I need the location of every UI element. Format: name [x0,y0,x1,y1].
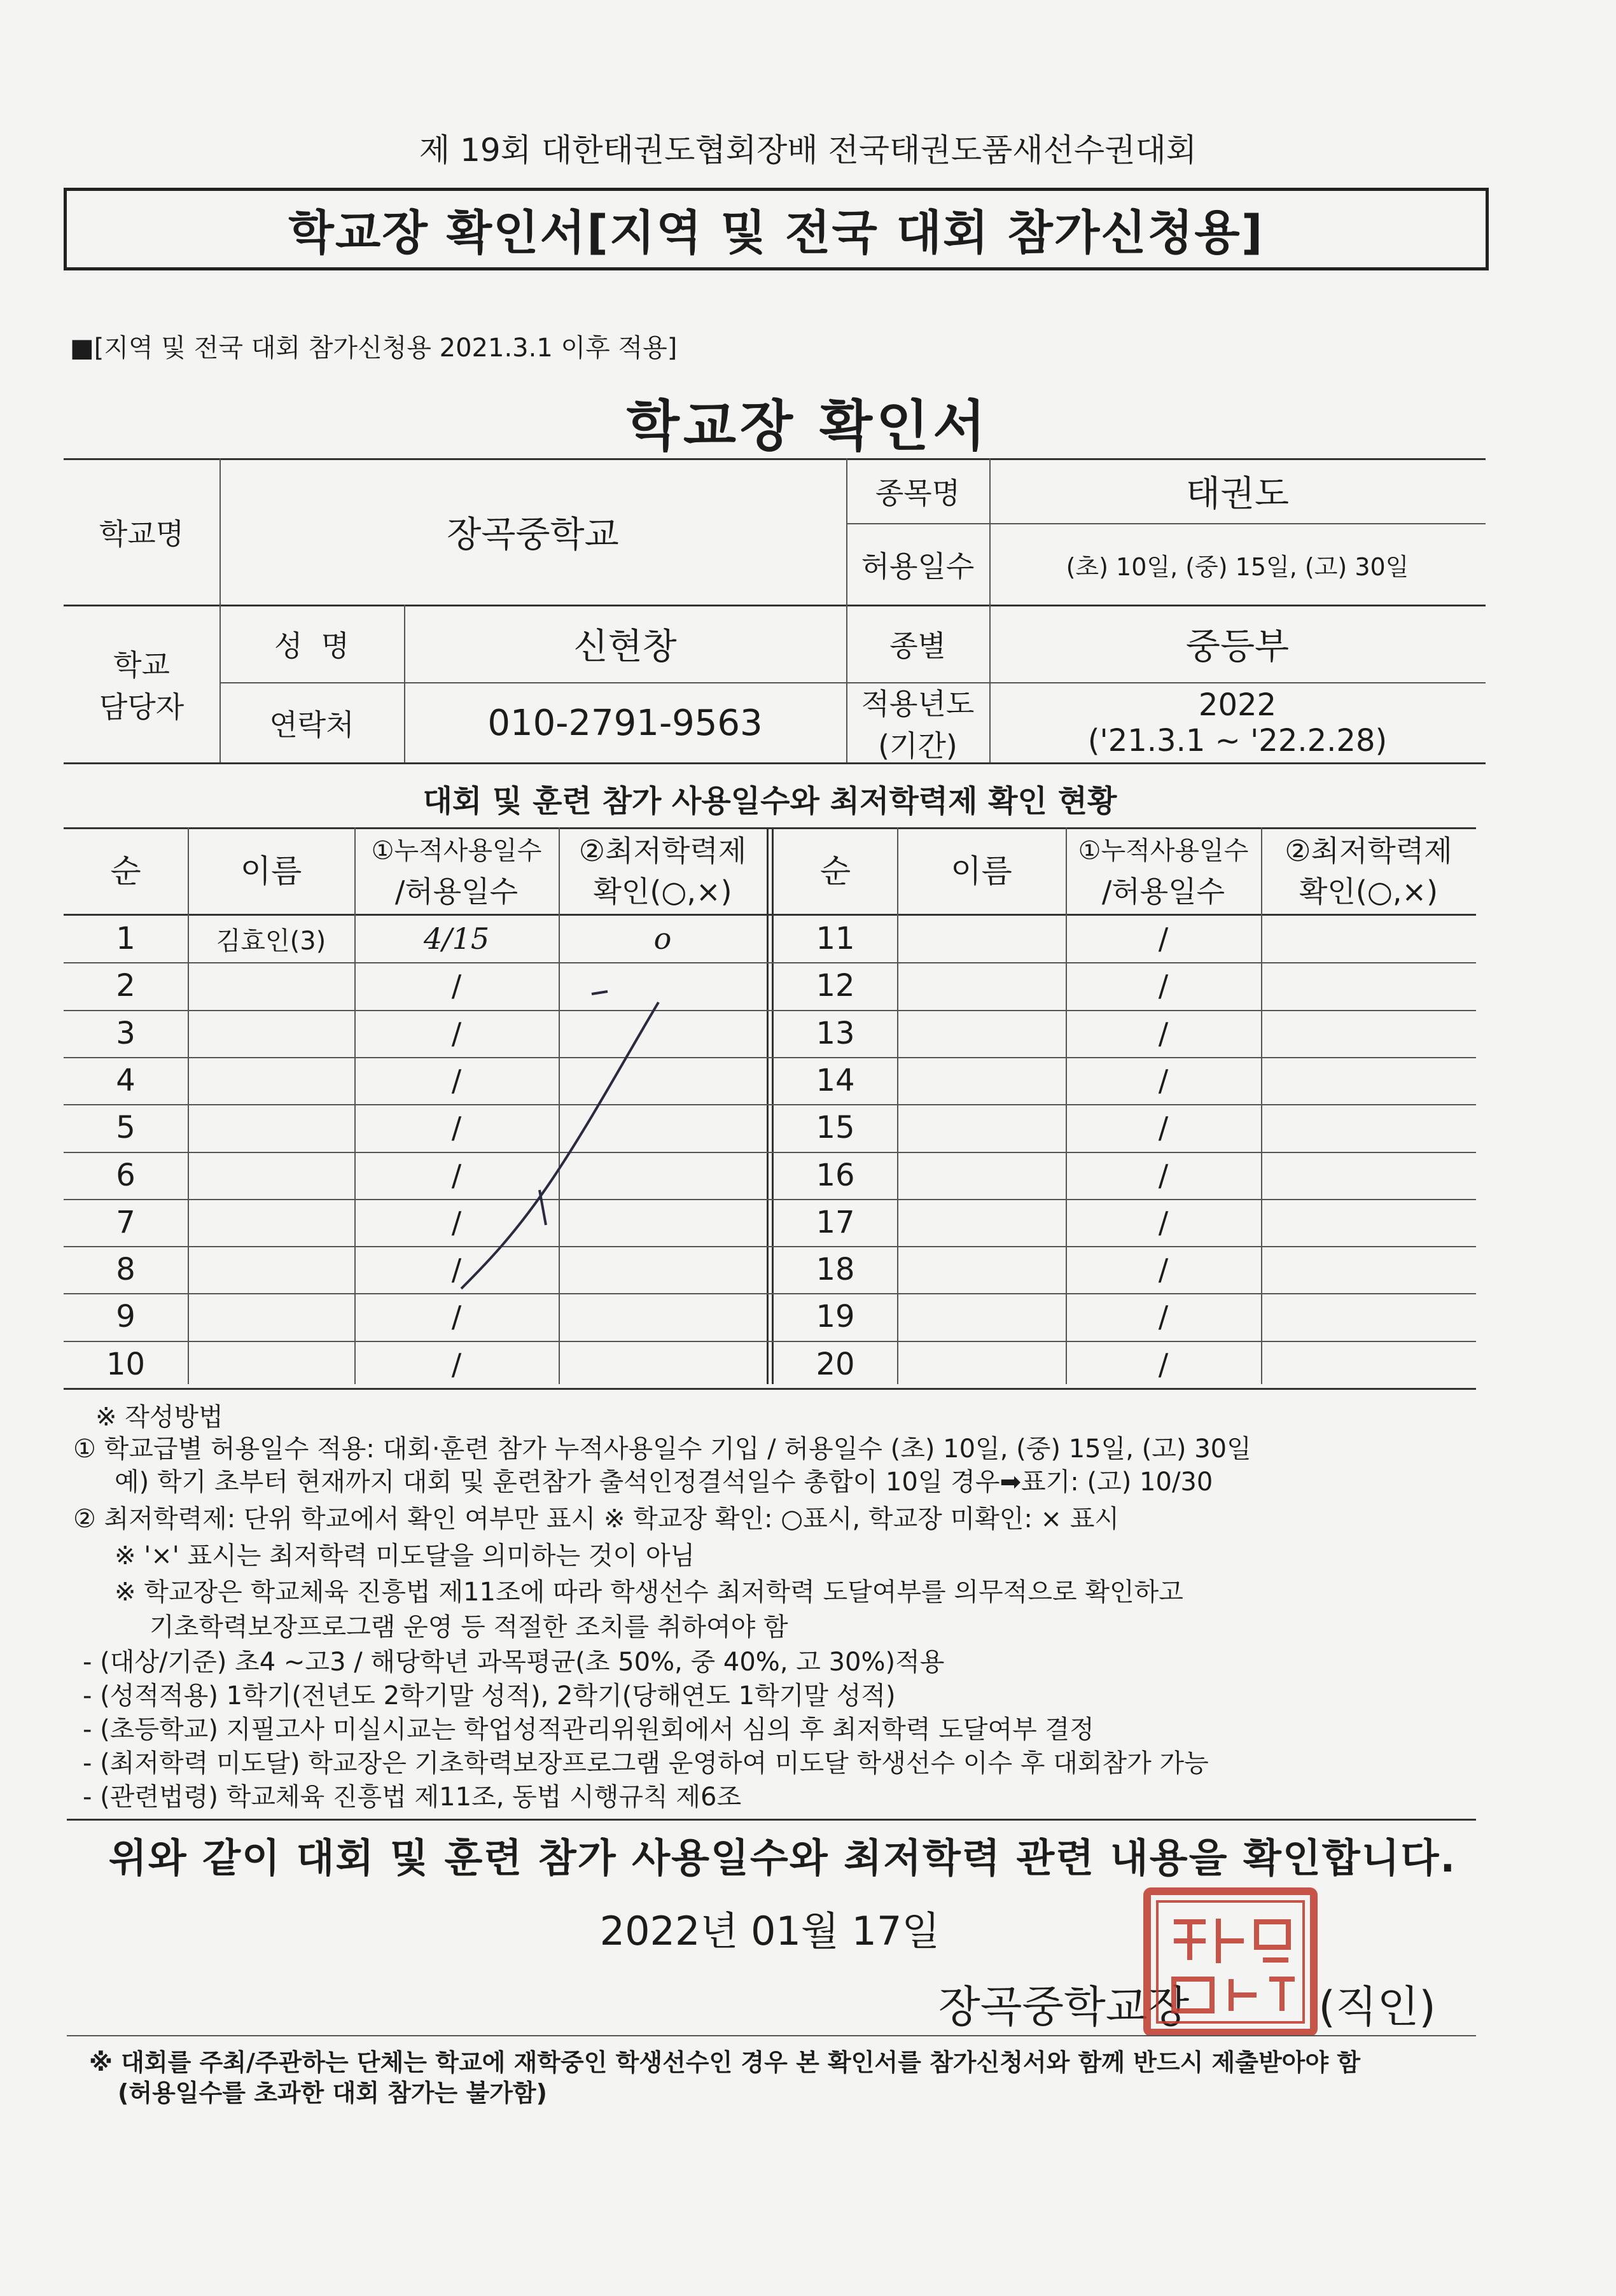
year-value-period: ('21.3.1 ~ '22.2.28) [1087,723,1388,759]
row-number: 14 [816,1063,855,1098]
year-value-year: 2022 [1198,687,1277,723]
phone-value: 010-2791-9563 [487,702,763,744]
row-athlete-name[interactable] [897,1246,1066,1293]
year-label [846,683,989,762]
row-athlete-name[interactable] [897,1152,1066,1199]
row-days-used[interactable]: / [451,1110,462,1145]
row-athlete-name[interactable] [188,1293,354,1340]
row-academic-check[interactable] [559,1341,767,1388]
row-academic-check[interactable] [1261,962,1476,1009]
row-number: 9 [116,1299,136,1334]
instructions-heading: ※ 작성방법 [95,1403,223,1432]
row-number: 3 [116,1016,136,1051]
contact-person-label [64,606,219,762]
row-athlete-name[interactable] [897,1341,1066,1388]
row-academic-check[interactable] [1261,1293,1476,1340]
section-title: 대회 및 훈련 참가 사용일수와 최저학력제 확인 현황 [422,783,1117,819]
row-number: 16 [816,1158,855,1193]
school-seal-stamp [1136,1877,1327,2043]
row-academic-check[interactable] [559,1010,767,1057]
row-days-used[interactable]: / [1158,1016,1169,1051]
header-no-left: 순 [110,853,141,890]
confirmation-statement: 위와 같이 대회 및 훈련 참가 사용일수와 최저학력 관련 내용을 확인합니다. [108,1835,1457,1881]
row-athlete-name[interactable] [897,1010,1066,1057]
row-days-used[interactable]: 4/15 [423,921,490,956]
row-academic-check[interactable] [1261,1199,1476,1246]
row-athlete-name[interactable]: 김효인(3) [216,926,326,956]
footer-note-2: (허용일수를 초과한 대회 참가는 불가함) [118,2079,547,2107]
header-days-line1: ①누적사용일수 [1078,836,1249,865]
row-academic-check[interactable] [1261,1341,1476,1388]
row-athlete-name[interactable] [188,1057,354,1104]
row-number: 17 [816,1205,855,1240]
header-academic-line1: ②최저학력제 [1285,834,1452,868]
row-days-used[interactable]: / [451,1016,462,1051]
school-name-label: 학교명 [99,517,185,551]
row-academic-check[interactable] [1261,915,1476,962]
allowed-days-label: 허용일수 [861,549,975,584]
row-days-used[interactable]: / [451,1158,462,1193]
usage-table-row-border [64,1388,1476,1390]
row-days-used[interactable]: / [451,1347,462,1382]
info-table-bottom-border [64,762,1486,764]
instruction-line: ② 최저학력제: 단위 학교에서 확인 여부만 표시 ※ 학교장 확인: ○표시, 학교장 미확인: × 표시 [73,1504,1120,1534]
row-number: 19 [816,1299,855,1334]
header-academic-line1: ②최저학력제 [578,834,747,868]
instruction-line: ① 학교급별 허용일수 적용: 대회·훈련 참가 누적사용일수 기입 / 허용일수 (초) 10일, (중) 15일, (고) 30일 [73,1434,1251,1464]
document-title-box [64,188,1489,270]
row-academic-check[interactable] [1261,1057,1476,1104]
row-days-used[interactable]: / [1158,1252,1169,1287]
row-number: 15 [816,1110,855,1145]
row-days-used[interactable]: / [1158,1110,1169,1145]
header-days-line2: /허용일수 [394,874,519,909]
instruction-line: ※ 학교장은 학교체육 진흥법 제11조에 따라 학생선수 최저학력 도달여부를 의무적으로 확인하고 [115,1578,1183,1607]
header-academic-line2: 확인(○,×) [1299,874,1438,909]
year-label-line1: 적용년도 [861,687,975,721]
school-name-value: 장곡중학교 [447,514,619,556]
row-days-used[interactable]: / [1158,921,1169,956]
signer-name: 장곡중학교장 [938,1982,1190,2033]
row-days-used[interactable]: / [451,1063,462,1098]
form-title: 학교장 확인서 [626,395,990,458]
instructions-bottom-border [67,1819,1476,1821]
header-academic-right [1261,829,1476,914]
header-academic-line2: 확인(○,×) [593,874,732,909]
row-athlete-name[interactable] [188,1152,354,1199]
row-academic-check[interactable] [1261,1246,1476,1293]
name-value: 신현창 [573,626,677,668]
row-number: 11 [816,921,855,956]
instruction-line: - (대상/기준) 초4 ~고3 / 해당학년 과목평균(초 50%, 중 40%, 고 30%)적용 [83,1648,945,1677]
row-academic-check[interactable] [1261,1010,1476,1057]
row-number: 18 [816,1252,855,1287]
usage-table-center-divider [767,827,769,1384]
row-athlete-name[interactable] [188,1199,354,1246]
sport-value: 태권도 [1185,473,1290,515]
row-athlete-name[interactable] [188,1010,354,1057]
header-days-line1: ①누적사용일수 [371,836,542,865]
row-number: 7 [116,1205,136,1240]
row-athlete-name[interactable] [188,1341,354,1388]
row-athlete-name[interactable] [188,1104,354,1151]
row-athlete-name[interactable] [188,1246,354,1293]
sport-label: 종목명 [875,476,961,510]
row-number: 2 [116,968,136,1004]
row-number: 10 [106,1347,146,1382]
division-value: 중등부 [1185,626,1290,668]
header-name-left: 이름 [240,853,302,890]
row-athlete-name[interactable] [897,1104,1066,1151]
row-academic-check[interactable]: o [653,921,672,956]
header-days-left [354,829,559,914]
row-number: 4 [116,1063,136,1098]
row-days-used[interactable]: / [1158,1347,1169,1382]
row-number: 13 [816,1016,855,1051]
row-athlete-name[interactable] [897,962,1066,1009]
row-academic-check[interactable] [559,1152,767,1199]
row-days-used[interactable]: / [451,969,462,1003]
contact-person-label-line2: 담당자 [99,690,185,724]
name-label: 성 명 [274,629,350,663]
header-academic-left [559,829,767,914]
header-days-right [1066,829,1261,914]
row-academic-check[interactable] [559,1104,767,1151]
instruction-line: - (성적적용) 1학기(전년도 2학기말 성적), 2학기(당해연도 1학기말 성적) [83,1681,896,1711]
instruction-line: 예) 학기 초부터 현재까지 대회 및 훈련참가 출석인정결석일수 총합이 10일 경우➡표기: (고) 10/30 [115,1467,1213,1497]
row-number: 1 [116,921,136,956]
header-no-right: 순 [819,853,851,890]
footer-note: ※ 대회를 주최/주관하는 단체는 학교에 재학중인 학생선수인 경우 본 확인서를 참가신청서와 함께 반드시 제출받아야 함 [89,2048,1361,2076]
row-number: 8 [116,1252,136,1287]
instruction-line: 기초학력보장프로그램 운영 등 적절한 조치를 취하여야 함 [150,1613,788,1642]
header-name-right: 이름 [951,853,1012,890]
row-number: 12 [816,968,855,1004]
row-number: 20 [816,1347,855,1382]
row-academic-check[interactable] [1261,1152,1476,1199]
row-number: 5 [116,1110,136,1145]
row-academic-check[interactable] [559,1246,767,1293]
instruction-line: - (초등학교) 지필고사 미실시교는 학업성적관리위원회에서 심의 후 최저학력 도달여부 결정 [83,1715,1094,1744]
allowed-days-value: (초) 10일, (중) 15일, (고) 30일 [1066,552,1409,581]
row-days-used[interactable]: / [451,1299,462,1334]
year-label-line2: (기간) [878,729,958,763]
division-label: 종별 [889,629,946,663]
row-days-used[interactable]: / [1158,1299,1169,1334]
row-academic-check[interactable] [559,1293,767,1340]
row-days-used[interactable]: / [1158,1205,1169,1240]
row-athlete-name[interactable] [897,1293,1066,1340]
contact-person-label-line1: 학교 [113,648,170,682]
row-academic-check[interactable] [1261,1104,1476,1151]
instruction-line: - (관련법령) 학교체육 진흥법 제11조, 동법 시행규칙 제6조 [83,1782,742,1812]
row-days-used[interactable]: / [1158,1158,1169,1193]
row-athlete-name[interactable] [188,962,354,1009]
event-title: 제 19회 대한태권도협회장배 전국태권도품새선수권대회 [419,132,1197,169]
row-days-used[interactable]: / [451,1205,462,1240]
seal-label: (직인) [1318,1982,1436,2033]
issue-date: 2022년 01월 17일 [599,1908,940,1954]
row-days-used[interactable]: / [1158,969,1169,1003]
row-athlete-name[interactable] [897,1057,1066,1104]
row-athlete-name[interactable] [897,915,1066,962]
instruction-line: - (최저학력 미도달) 학교장은 기초학력보장프로그램 운영하여 미도달 학생선수 이수 후 대회참가 가능 [83,1749,1209,1778]
row-number: 6 [116,1158,136,1193]
applicability-note: ■[지역 및 전국 대회 참가신청용 2021.3.1 이후 적용] [70,333,678,363]
row-academic-check[interactable] [559,1199,767,1246]
row-academic-check[interactable] [559,962,767,1009]
phone-label: 연락처 [269,708,354,742]
row-athlete-name[interactable] [897,1199,1066,1246]
row-days-used[interactable]: / [1158,1063,1169,1098]
document-title: 학교장 확인서[지역 및 전국 대회 참가신청용] [288,206,1264,260]
header-days-line2: /허용일수 [1101,874,1225,909]
row-academic-check[interactable] [559,1057,767,1104]
instruction-line: ※ '×' 표시는 최저학력 미도달을 의미하는 것이 아님 [115,1541,695,1571]
footer-divider [67,2035,1476,2036]
year-value [989,683,1486,762]
row-days-used[interactable]: / [451,1252,462,1287]
